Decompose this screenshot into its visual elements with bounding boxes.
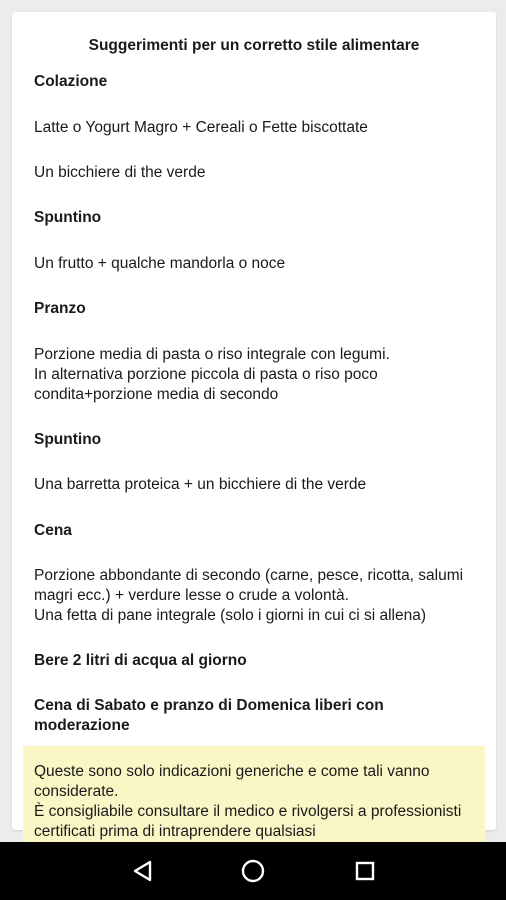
- recents-button[interactable]: [350, 856, 380, 886]
- weekend-note-heading: Cena di Sabato e pranzo di Domenica liberi con moderazione: [34, 697, 384, 734]
- back-button[interactable]: [127, 856, 157, 886]
- disclaimer-box: [23, 746, 485, 846]
- section-text: Porzione abbondante di secondo (carne, pesce, ricotta, salumi magri ecc.) + verdure lesse o crude a volontà. Una fetta di pane integrale (solo i giorni in cui ci si allena): [34, 567, 464, 624]
- section-heading-colazione: Colazione: [34, 73, 108, 90]
- section-text: Un frutto + qualche mandorla o noce: [34, 255, 286, 272]
- section-text: Latte o Yogurt Magro + Cereali o Fette biscottate: [34, 119, 368, 136]
- section-text: Porzione media di pasta o riso integrale con legumi. In alternativa porzione piccola di pasta o riso poco condita+porzione media di secondo: [34, 346, 390, 403]
- back-triangle-icon: [131, 859, 153, 883]
- section-heading-pranzo: Pranzo: [34, 300, 86, 317]
- section-text: Una barretta proteica + un bicchiere di the verde: [34, 476, 367, 493]
- section-heading-spuntino: Spuntino: [34, 209, 102, 226]
- navigation-bar: [0, 842, 506, 900]
- water-note-heading: Bere 2 litri di acqua al giorno: [34, 652, 247, 669]
- section-heading-cena: Cena: [34, 522, 72, 539]
- page-title: Suggerimenti per un corretto stile alimentare: [88, 37, 420, 54]
- section-text: Un bicchiere di the verde: [34, 164, 206, 181]
- section-heading-spuntino: Spuntino: [34, 431, 102, 448]
- disclaimer-text: Queste sono solo indicazioni generiche e come tali vanno considerate. È consigliabile consultare il medico e rivolgersi a professionisti certificati prima di intraprendere qualsiasi: [34, 763, 462, 840]
- recents-square-icon: [354, 860, 376, 882]
- home-circle-icon: [240, 858, 266, 884]
- content-card: [12, 12, 496, 840]
- home-button[interactable]: [238, 856, 268, 886]
